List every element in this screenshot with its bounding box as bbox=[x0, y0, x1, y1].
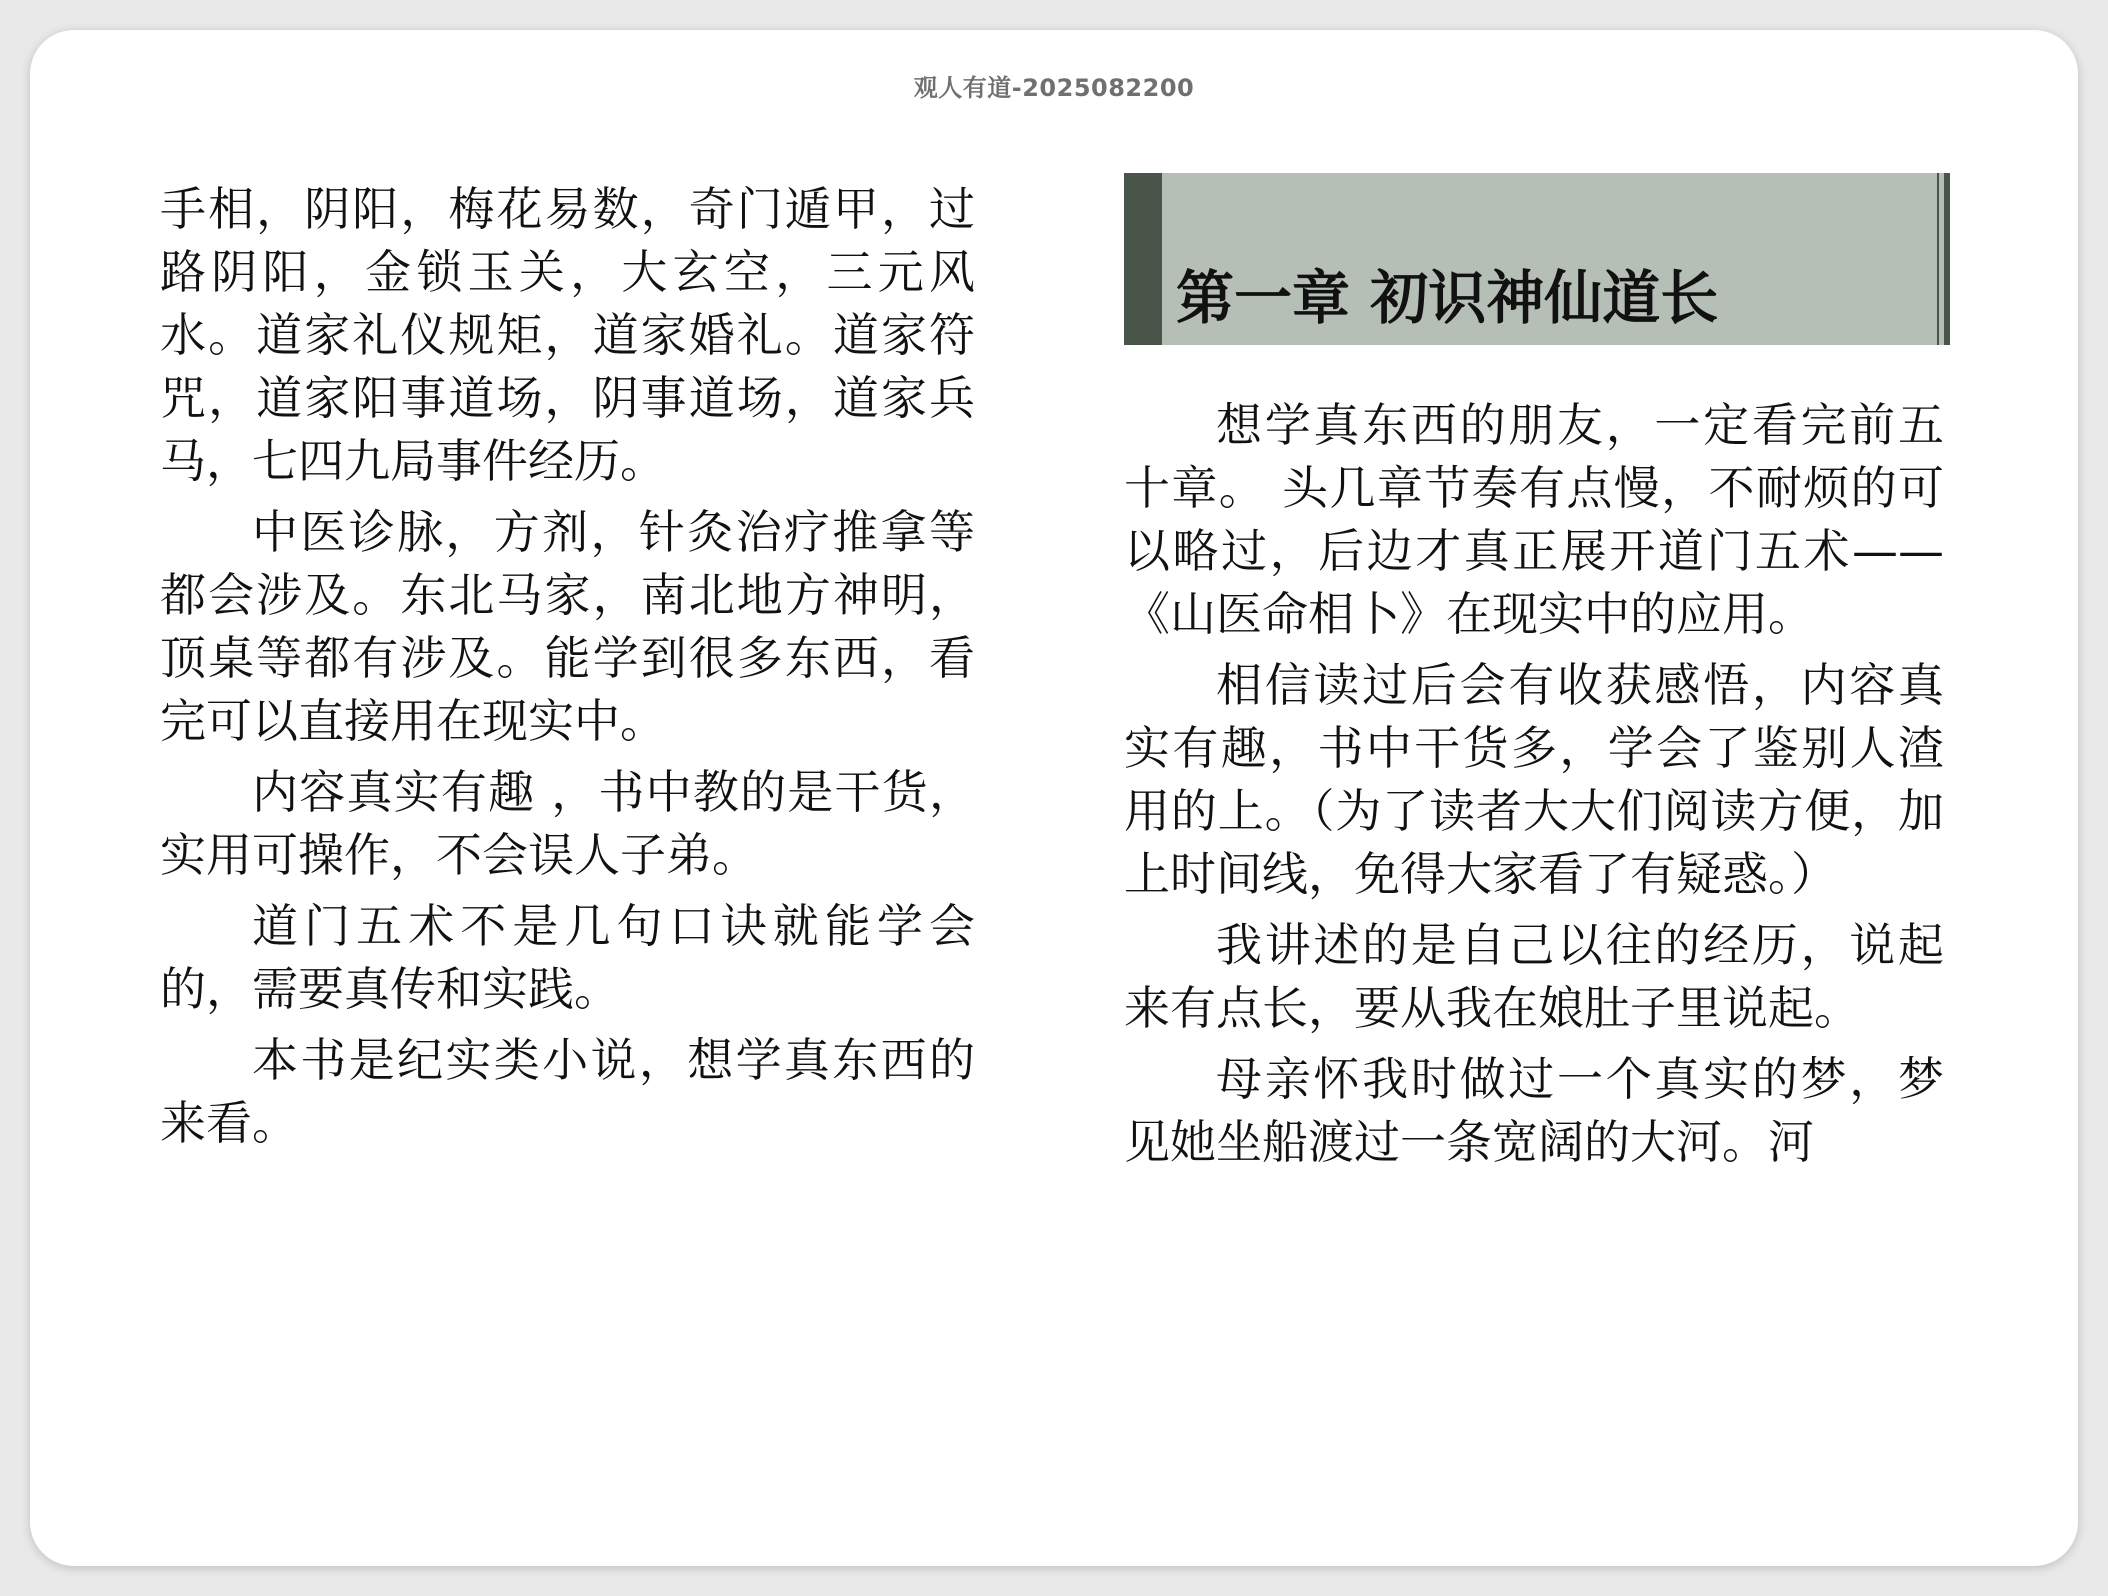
left-paragraph-1: 手相，阴阳，梅花易数，奇门遁甲，过路阴阳，金锁玉关，大玄空，三元风水。道家礼仪规矩，道家婚礼。道家符咒，道家阳事道场，阴事道场，道家兵马，七四九局事件经历。 bbox=[160, 182, 975, 488]
chapter-banner bbox=[1124, 173, 1950, 345]
right-paragraph-4: 母亲怀我时做过一个真实的梦，梦见她坐船渡过一条宽阔的大河。河 bbox=[1124, 1052, 1944, 1169]
banner-right-thin-bar bbox=[1937, 173, 1939, 345]
chapter-title: 第一章 初识神仙道长 bbox=[1176, 264, 1719, 332]
left-page-column bbox=[160, 178, 975, 1163]
left-paragraph-4: 道门五术不是几句口诀就能学会的，需要真传和实践。 bbox=[160, 899, 975, 1016]
reader-page bbox=[30, 30, 2078, 1566]
right-paragraph-3: 我讲述的是自己以往的经历，说起来有点长，要从我在娘肚子里说起。 bbox=[1124, 918, 1944, 1035]
left-paragraph-5: 本书是纪实类小说，想学真东西的来看。 bbox=[160, 1033, 975, 1150]
left-paragraph-2: 中医诊脉，方剂，针灸治疗推拿等都会涉及。东北马家，南北地方神明，顶桌等都有涉及。能学到很多东西，看完可以直接用在现实中。 bbox=[160, 505, 975, 748]
left-paragraph-3: 内容真实有趣 ，书中教的是干货，实用可操作，不会误人子弟。 bbox=[160, 765, 975, 882]
right-page-column bbox=[1124, 394, 1944, 1182]
right-paragraph-1: 想学真东西的朋友，一定看完前五十章。 头几章节奏有点慢，不耐烦的可以略过，后边才真正展开道门五术——《山医命相卜》在现实中的应用。 bbox=[1124, 398, 1944, 641]
banner-left-bar bbox=[1124, 173, 1162, 345]
running-header: 观人有道-2025082200 bbox=[913, 74, 1195, 102]
banner-right-bar bbox=[1944, 173, 1950, 345]
right-paragraph-2: 相信读过后会有收获感悟，内容真实有趣，书中干货多，学会了鉴别人渣用的上。（为了读者大大们阅读方便，加上时间线，免得大家看了有疑惑。） bbox=[1124, 658, 1944, 901]
